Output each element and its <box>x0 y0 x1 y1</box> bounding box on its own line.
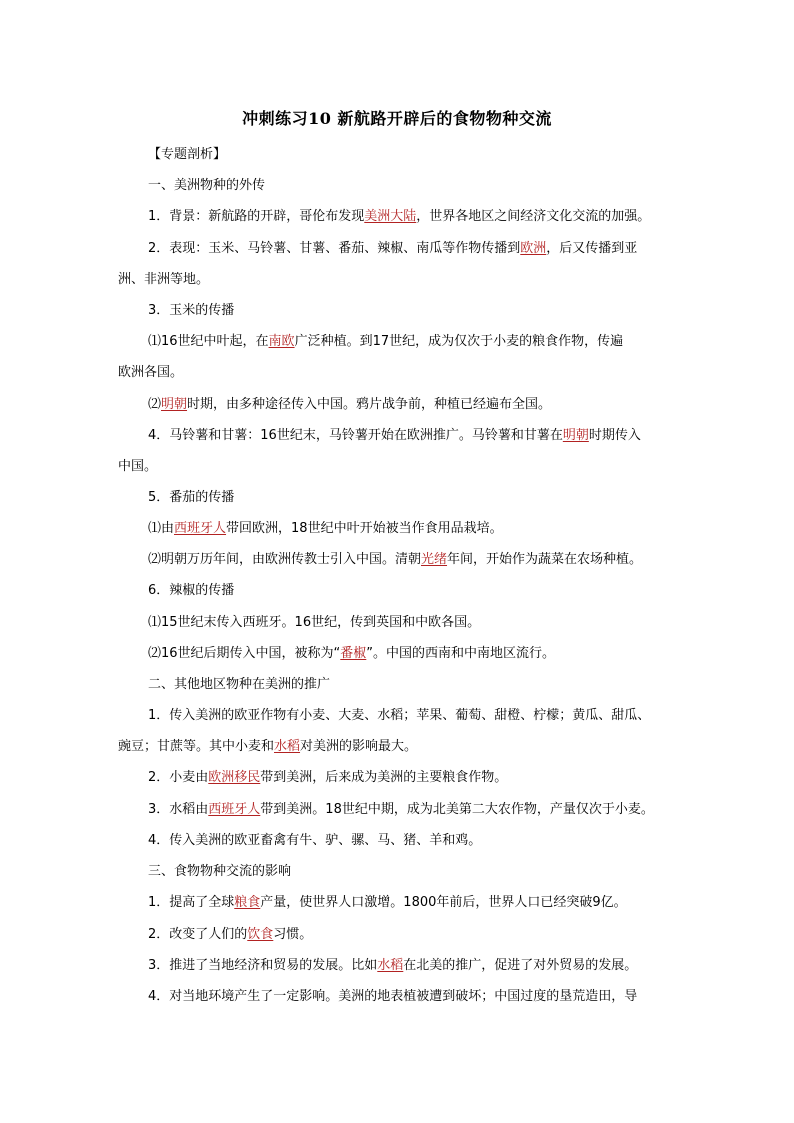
highlight-term: 水稻 <box>377 958 404 973</box>
paragraph-continued: 欧洲各国。 <box>118 365 184 380</box>
highlight-term: 明朝 <box>562 428 589 443</box>
paragraph: 1．背景：新航路的开辟，哥伦布发现美洲大陆，世界各地区之间经济文化交流的加强。 <box>148 209 651 224</box>
paragraph: 4．传入美洲的欧亚畜禽有牛、驴、骡、马、猪、羊和鸡。 <box>148 833 482 848</box>
paragraph: ⑴15世纪末传入西班牙。16世纪，传到英国和中欧各国。 <box>148 615 481 630</box>
heading-1: 一、美洲物种的外传 <box>148 178 266 193</box>
subheading: 6．辣椒的传播 <box>148 583 235 598</box>
heading-2: 二、其他地区物种在美洲的推广 <box>148 677 331 692</box>
highlight-term: 欧洲 <box>520 241 547 256</box>
paragraph: 1．提高了全球粮食产量，使世界人口激增。1800年前后，世界人口已经突破9亿。 <box>148 895 627 910</box>
highlight-term: 光绪 <box>421 552 448 567</box>
paragraph-continued: 豌豆；甘蔗等。其中小麦和水稻对美洲的影响最大。 <box>118 739 418 754</box>
paragraph: 4．马铃薯和甘薯：16世纪末，马铃薯开始在欧洲推广。马铃薯和甘薯在明朝时期传入 <box>148 428 641 443</box>
page-title: 冲刺练习10 新航路开辟后的食物物种交流 <box>242 109 552 128</box>
highlight-term: 水稻 <box>274 739 301 754</box>
paragraph: ⑵16世纪后期传入中国，被称为“番椒”。中国的西南和中南地区流行。 <box>148 646 556 661</box>
section-label: 【专题剖析】 <box>148 147 227 162</box>
highlight-term: 南欧 <box>268 334 295 349</box>
highlight-term: 饮食 <box>247 927 274 942</box>
paragraph: 2．表现：玉米、马铃薯、甘薯、番茄、辣椒、南瓜等作物传播到欧洲，后又传播到亚 <box>148 241 638 256</box>
highlight-term: 欧洲移民 <box>208 770 261 785</box>
subheading: 3．玉米的传播 <box>148 303 235 318</box>
paragraph: 4．对当地环境产生了一定影响。美洲的地表植被遭到破坏；中国过度的垦荒造田，导 <box>148 989 638 1004</box>
highlight-term: 番椒 <box>340 646 367 661</box>
highlight-term: 西班牙人 <box>208 802 261 817</box>
paragraph-continued: 洲、非洲等地。 <box>118 272 210 287</box>
subheading: 5．番茄的传播 <box>148 490 235 505</box>
highlight-term: 西班牙人 <box>174 521 227 536</box>
highlight-term: 美洲大陆 <box>364 209 417 224</box>
paragraph: ⑵明朝万历年间，由欧洲传教士引入中国。清朝光绪年间，开始作为蔬菜在农场种植。 <box>148 552 643 567</box>
paragraph: ⑴由西班牙人带回欧洲，18世纪中叶开始被当作食用品栽培。 <box>148 521 503 536</box>
paragraph: 3．水稻由西班牙人带到美洲。18世纪中期，成为北美第二大农作物，产量仅次于小麦。 <box>148 802 654 817</box>
paragraph: ⑵明朝时期，由多种途径传入中国。鸦片战争前，种植已经遍布全国。 <box>148 397 552 412</box>
highlight-term: 明朝 <box>161 397 188 412</box>
highlight-term: 粮食 <box>234 895 261 910</box>
paragraph: 3．推进了当地经济和贸易的发展。比如水稻在北美的推广，促进了对外贸易的发展。 <box>148 958 638 973</box>
paragraph: ⑴16世纪中叶起，在南欧广泛种植。到17世纪，成为仅次于小麦的粮食作物，传遍 <box>148 334 624 349</box>
paragraph: 2．小麦由欧洲移民带到美洲，后来成为美洲的主要粮食作物。 <box>148 770 508 785</box>
paragraph-continued: 中国。 <box>118 459 158 474</box>
paragraph: 2．改变了人们的饮食习惯。 <box>148 927 313 942</box>
heading-3: 三、食物物种交流的影响 <box>148 864 292 879</box>
paragraph: 1．传入美洲的欧亚作物有小麦、大麦、水稻；苹果、葡萄、甜橙、柠檬；黄瓜、甜瓜、 <box>148 708 651 723</box>
